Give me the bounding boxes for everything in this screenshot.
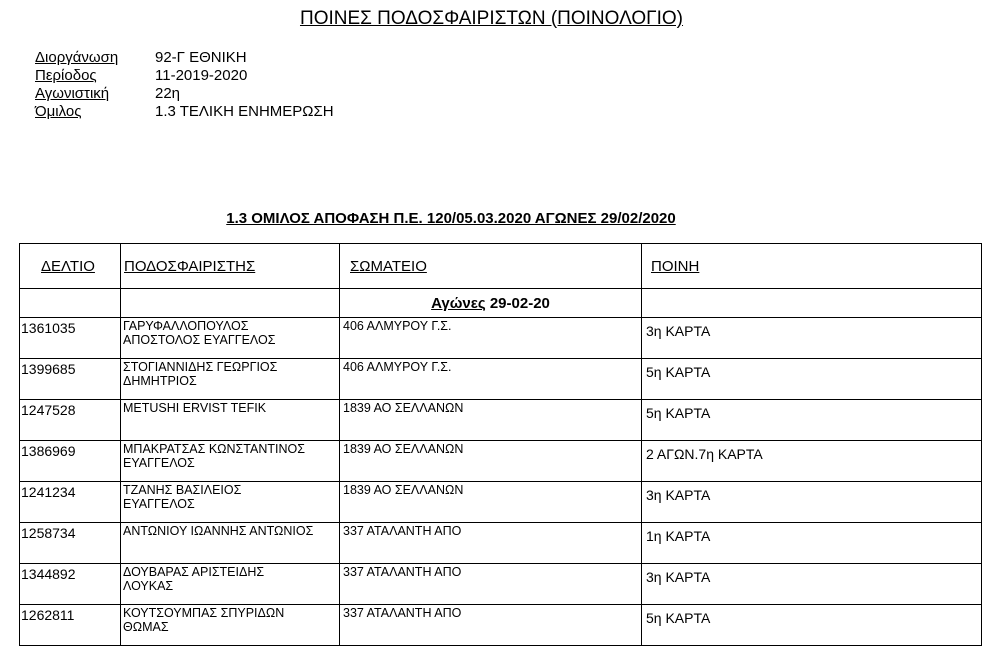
player-name-line2: ΛΟΥΚΑΣ (123, 579, 174, 593)
club-name: 1839 ΑΟ ΣΕΛΛΑΝΩΝ (340, 482, 642, 523)
table-row (20, 564, 982, 605)
group-label-cell (340, 289, 642, 318)
player-name-line2: ΕΥΑΓΓΕΛΟΣ (123, 497, 195, 511)
card-number: 1344892 (20, 564, 121, 605)
card-number: 1361035 (20, 318, 121, 359)
player-name (121, 318, 340, 359)
meta-row-competition (35, 49, 334, 67)
club-name: 406 ΑΛΜΥΡΟΥ Γ.Σ. (340, 359, 642, 400)
penalty: 3η ΚΑΡΤΑ (642, 564, 982, 605)
table-row (20, 482, 982, 523)
meta-label: Διοργάνωση (35, 49, 119, 66)
player-name (121, 441, 340, 482)
player-name-line1: METUSHI ERVIST TEFIK (123, 401, 267, 415)
player-name (121, 523, 340, 564)
player-name (121, 359, 340, 400)
meta-value: 92-Γ ΕΘΝΙΚΗ (155, 49, 247, 66)
player-name-line1: ΚΟΥΤΣΟΥΜΠΑΣ ΣΠΥΡΙΔΩΝ (123, 606, 285, 620)
group-row (20, 289, 982, 318)
table-row (20, 400, 982, 441)
club-name: 337 ΑΤΑΛΑΝΤΗ ΑΠΟ (340, 523, 642, 564)
card-number: 1258734 (20, 523, 121, 564)
player-name-line2: ΔΗΜΗΤΡΙΟΣ (123, 374, 197, 388)
card-number: 1241234 (20, 482, 121, 523)
player-name-line2: ΕΥΑΓΓΕΛΟΣ (123, 456, 195, 470)
meta-row-group (35, 103, 334, 121)
club-name: 406 ΑΛΜΥΡΟΥ Γ.Σ. (340, 318, 642, 359)
club-name: 1839 ΑΟ ΣΕΛΛΑΝΩΝ (340, 441, 642, 482)
player-name-line2: ΘΩΜΑΣ (123, 620, 169, 634)
decision-heading: 1.3 ΟΜΙΛΟΣ ΑΠΟΦΑΣΗ Π.Ε. 120/05.03.2020 ΑΓΩΝΕΣ 29/02/2020 (226, 210, 676, 227)
player-name (121, 400, 340, 441)
meta-value: 11-2019-2020 (155, 67, 248, 84)
group-date: 29-02-20 (489, 294, 550, 312)
player-name-line1: ΔΟΥΒΑΡΑΣ ΑΡΙΣΤΕΙΔΗΣ (123, 565, 265, 579)
meta-row-matchday (35, 85, 334, 103)
header-penalty-cell (642, 244, 982, 289)
player-name-line1: ΣΤΟΓΙΑΝΝΙΔΗΣ ΓΕΩΡΓΙΟΣ (123, 360, 278, 374)
table-row (20, 523, 982, 564)
penalty: 1η ΚΑΡΤΑ (642, 523, 982, 564)
penalty: 3η ΚΑΡΤΑ (642, 482, 982, 523)
penalty: 2 ΑΓΩΝ.7η ΚΑΡΤΑ (642, 441, 982, 482)
meta-label: Περίοδος (35, 67, 97, 84)
player-name (121, 564, 340, 605)
document-title: ΠΟΙΝΕΣ ΠΟΔΟΣΦΑΙΡΙΣΤΩΝ (ΠΟΙΝΟΛΟΓΙΟ) (299, 8, 684, 29)
meta-row-season (35, 67, 334, 85)
player-name-line1: ΤΖΑΝΗΣ ΒΑΣΙΛΕΙΟΣ (123, 483, 242, 497)
card-number: 1262811 (20, 605, 121, 646)
header-card-cell (20, 244, 121, 289)
group-empty-cell (20, 289, 121, 318)
club-name: 337 ΑΤΑΛΑΝΤΗ ΑΠΟ (340, 605, 642, 646)
table-row (20, 359, 982, 400)
table-row (20, 318, 982, 359)
penalties-table (19, 243, 982, 646)
header-player: ΠΟΔΟΣΦΑΙΡΙΣΤΗΣ (124, 257, 256, 275)
penalty: 5η ΚΑΡΤΑ (642, 400, 982, 441)
header-club: ΣΩΜΑΤΕΙΟ (350, 257, 427, 275)
header-card: ΔΕΛΤΙΟ (41, 257, 95, 275)
table-row (20, 605, 982, 646)
player-name (121, 605, 340, 646)
table-row (20, 441, 982, 482)
meta-value: 1.3 ΤΕΛΙΚΗ ΕΝΗΜΕΡΩΣΗ (155, 103, 334, 120)
penalty: 5η ΚΑΡΤΑ (642, 359, 982, 400)
table-header-row (20, 244, 982, 289)
player-name-line1: ΜΠΑΚΡΑΤΣΑΣ ΚΩΝΣΤΑΝΤΙΝΟΣ (123, 442, 305, 456)
group-label: Αγώνες (431, 294, 486, 312)
player-name (121, 482, 340, 523)
player-name-line1: ΑΝΤΩΝΙΟΥ ΙΩΑΝΝΗΣ ΑΝΤΩΝΙΟΣ (123, 524, 314, 538)
penalty: 3η ΚΑΡΤΑ (642, 318, 982, 359)
meta-value: 22η (155, 85, 181, 102)
penalty: 5η ΚΑΡΤΑ (642, 605, 982, 646)
header-penalty: ΠΟΙΝΗ (651, 257, 700, 275)
player-name-line1: ΓΑΡΥΦΑΛΛΟΠΟΥΛΟΣ (123, 319, 249, 333)
group-empty-cell (121, 289, 340, 318)
club-name: 1839 ΑΟ ΣΕΛΛΑΝΩΝ (340, 400, 642, 441)
card-number: 1386969 (20, 441, 121, 482)
header-club-cell (340, 244, 642, 289)
card-number: 1399685 (20, 359, 121, 400)
header-player-cell (121, 244, 340, 289)
club-name: 337 ΑΤΑΛΑΝΤΗ ΑΠΟ (340, 564, 642, 605)
meta-label: Όμιλος (35, 103, 82, 120)
meta-label: Αγωνιστική (35, 85, 110, 102)
group-empty-cell (642, 289, 982, 318)
competition-info (35, 49, 334, 121)
card-number: 1247528 (20, 400, 121, 441)
player-name-line2: ΑΠΟΣΤΟΛΟΣ ΕΥΑΓΓΕΛΟΣ (123, 333, 276, 347)
